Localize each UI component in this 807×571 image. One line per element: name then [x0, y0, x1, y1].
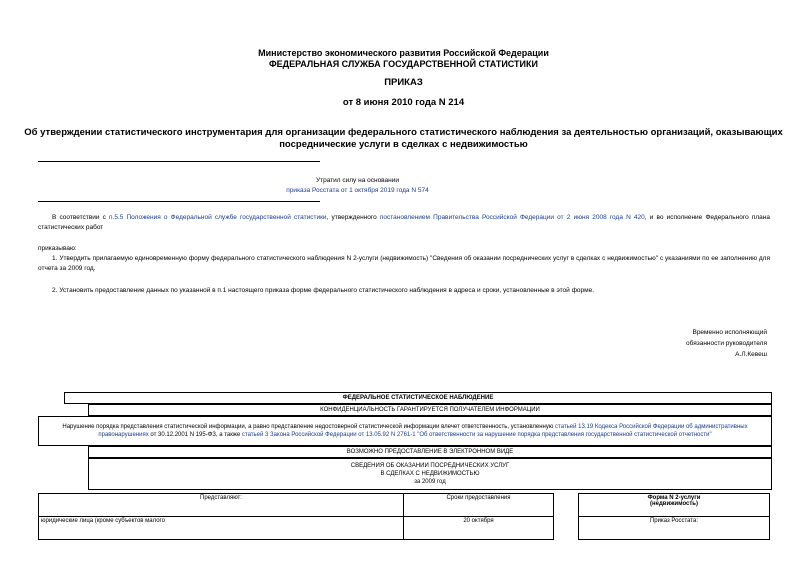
order-item-2: 2. Установить предоставление данных по указанной в п.1 настоящего приказа форме федерального статистического наблюдения в адреса и сроки, установленные в этой форме. [52, 287, 595, 294]
text: от 30.12.2001 N 195-ФЗ, а также [148, 432, 242, 438]
status-link[interactable]: приказа Росстата от 1 октября 2019 года N 574 [286, 187, 429, 194]
code-link[interactable]: статьей 13.19 Кодекса Российской Федерации об административных правонарушениях [98, 424, 748, 438]
form-title: ФЕДЕРАЛЬНОЕ СТАТИСТИЧЕСКОЕ НАБЛЮДЕНИЕ [64, 392, 772, 404]
table-row [39, 517, 770, 540]
doc-type: ПРИКАЗ [384, 77, 423, 88]
confidential-note: КОНФИДЕНЦИАЛЬНОСТЬ ГАРАНТИРУЕТСЯ ПОЛУЧАТЕЛЕМ ИНФОРМАЦИИ [88, 404, 772, 416]
form-number: Форма N 2-услуги [647, 495, 701, 501]
table-row [39, 494, 770, 517]
text: , и во исполнение Федерального плана статистических работ [38, 214, 770, 231]
divider [38, 201, 320, 202]
form-info-box [88, 458, 772, 490]
electronic-note: ВОЗМОЖНО ПРЕДОСТАВЛЕНИЕ В ЭЛЕКТРОННОМ ВИДЕ [88, 446, 772, 458]
row-submitter: юридические лица (кроме субъектов малого [39, 517, 404, 540]
order-word: приказываю: [38, 245, 77, 252]
status-line: Утратил силу на основании [315, 177, 400, 184]
spacer-cell [554, 494, 579, 517]
text: В соответствии с [52, 214, 110, 221]
col-form-number [579, 494, 770, 517]
liability-warning [38, 416, 772, 446]
row-deadline: 20 октября [404, 517, 554, 540]
col-submitters: Представляют: [39, 494, 404, 517]
resolution-link[interactable]: постановлением Правительства Российской Федерации от 2 июня 2008 года N 420 [379, 214, 645, 221]
form-subtitle: (недвижимость) [650, 501, 698, 507]
order-item-1: 1. Утвердить прилагаемую единовременную форму федерального статистического наблюдения N 2-услуги (недвижимость) "Сведения об оказании посреднических услуг в сделках с недвижимостью" с указаниями по ее заполнению для отчета за 2009 год. [38, 255, 770, 272]
form-header-table [38, 493, 770, 540]
doc-date-number: от 8 июня 2010 года N 214 [342, 97, 465, 108]
header-block [0, 48, 807, 70]
regulation-link[interactable]: п.5.5 Положения о Федеральной службе государственной статистики [109, 214, 327, 221]
service-name: ФЕДЕРАЛЬНАЯ СЛУЖБА ГОСУДАРСТВЕННОЙ СТАТИСТИКИ [269, 59, 538, 69]
info-line-3: за 2009 год [414, 479, 446, 485]
signature-block [686, 327, 767, 360]
preamble [38, 213, 770, 233]
text: Нарушение порядка представления статистической информации, а равно представление недостоверной статистической информации влечет ответственность, установленную [62, 424, 556, 430]
col-deadlines: Сроки предоставления [404, 494, 554, 517]
law-link[interactable]: статьей 3 Закона Российской Федерации от 13.05.92 N 2761-1 "Об ответственности за нарушение порядка представления государственной статистической отчетности" [241, 432, 712, 438]
text: , утвержденного [326, 214, 380, 221]
doc-subject: Об утверждении статистического инструментария для организации федерального статистического наблюдения за деятельностью организаций, оказывающих посреднические услуги в сделках с недвижимостью [24, 127, 783, 150]
signature-name: А.Л.Кевеш [735, 351, 767, 358]
spacer-cell [554, 517, 579, 540]
signature-title-2: обязанности руководителя [686, 340, 767, 347]
info-line-1: СВЕДЕНИЯ ОБ ОКАЗАНИИ ПОСРЕДНИЧЕСКИХ УСЛУГ [350, 463, 510, 469]
divider [38, 161, 320, 162]
ministry-name: Министерство экономического развития Российской Федерации [258, 48, 549, 58]
status-note [250, 176, 465, 196]
row-order: Приказ Росстата: [579, 517, 770, 540]
info-line-2: В СДЕЛКАХ С НЕДВИЖИМОСТЬЮ [380, 471, 480, 477]
signature-title-1: Временно исполняющий [692, 329, 767, 336]
